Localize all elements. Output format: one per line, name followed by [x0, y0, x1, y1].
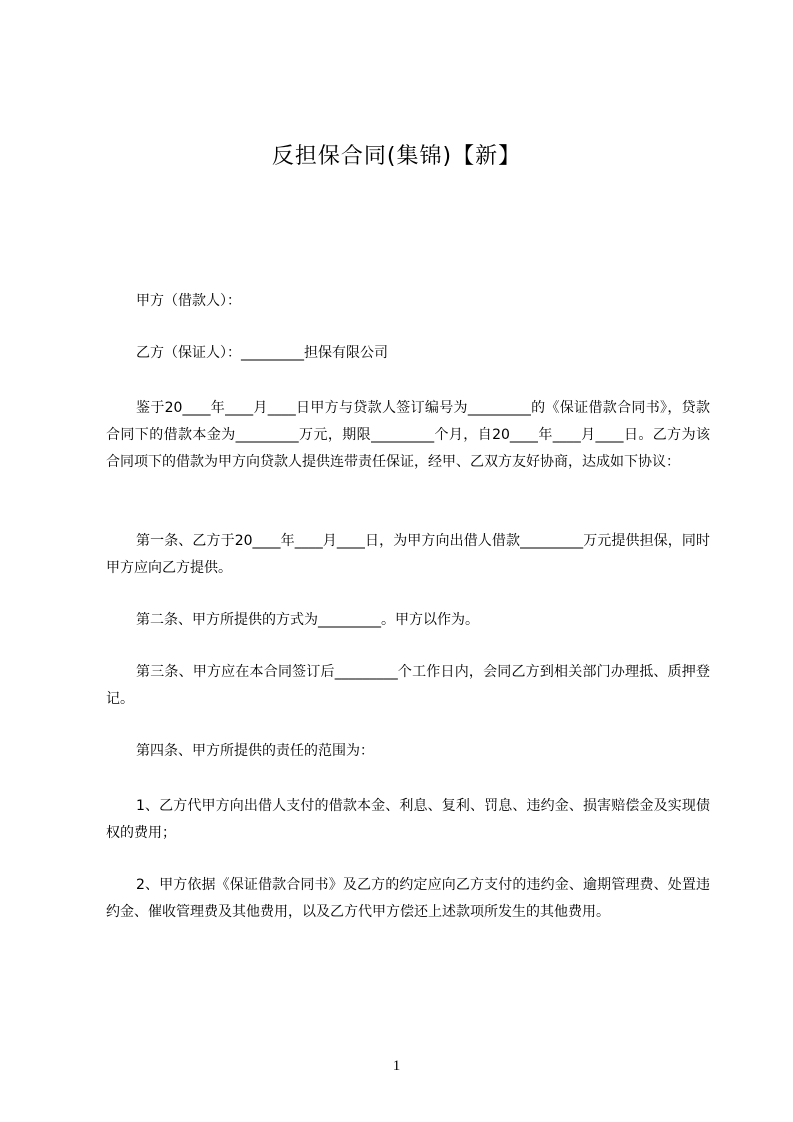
party-a-line: 甲方（借款人）：: [136, 293, 241, 309]
scope-item-1: 1、乙方代甲方向出借人支付的借款本金、利息、复利、罚息、违约金、损害赔偿金及实现债权的费用；: [106, 798, 710, 841]
article-two: 第二条、甲方所提供的方式为_________。甲方以作为。: [136, 612, 479, 628]
scope-item-2: 2、甲方依据《保证借款合同书》及乙方的约定应向乙方支付的违约金、逾期管理费、处置违约金、催收管理费及其他费用，以及乙方代甲方偿还上述款项所发生的其他费用。: [106, 877, 710, 920]
preamble-paragraph: 鉴于20____年____月____日甲方与贷款人签订编号为_________的《保证借款合同书》，贷款合同下的借款本金为_________万元，期限_________个月，自20____年____月____日。乙方为该合同项下的借款为甲方向贷款人提供连带责任保证，经甲、乙双方友好协商，达成如下协议：: [106, 400, 710, 470]
article-three: 第三条、甲方应在本合同签订后_________个工作日内，会同乙方到相关部门办理抵、质押登记。: [106, 664, 710, 707]
article-one: 第一条、乙方于20____年____月____日，为甲方向出借人借款_________万元提供担保，同时甲方应向乙方提供。: [106, 533, 710, 576]
page-number: 1: [392, 1058, 401, 1074]
document-title: 反担保合同(集锦)【新】: [271, 144, 522, 169]
party-b-line: 乙方（保证人）：_________担保有限公司: [136, 345, 388, 361]
article-four: 第四条、甲方所提供的责任的范围为：: [136, 743, 374, 759]
